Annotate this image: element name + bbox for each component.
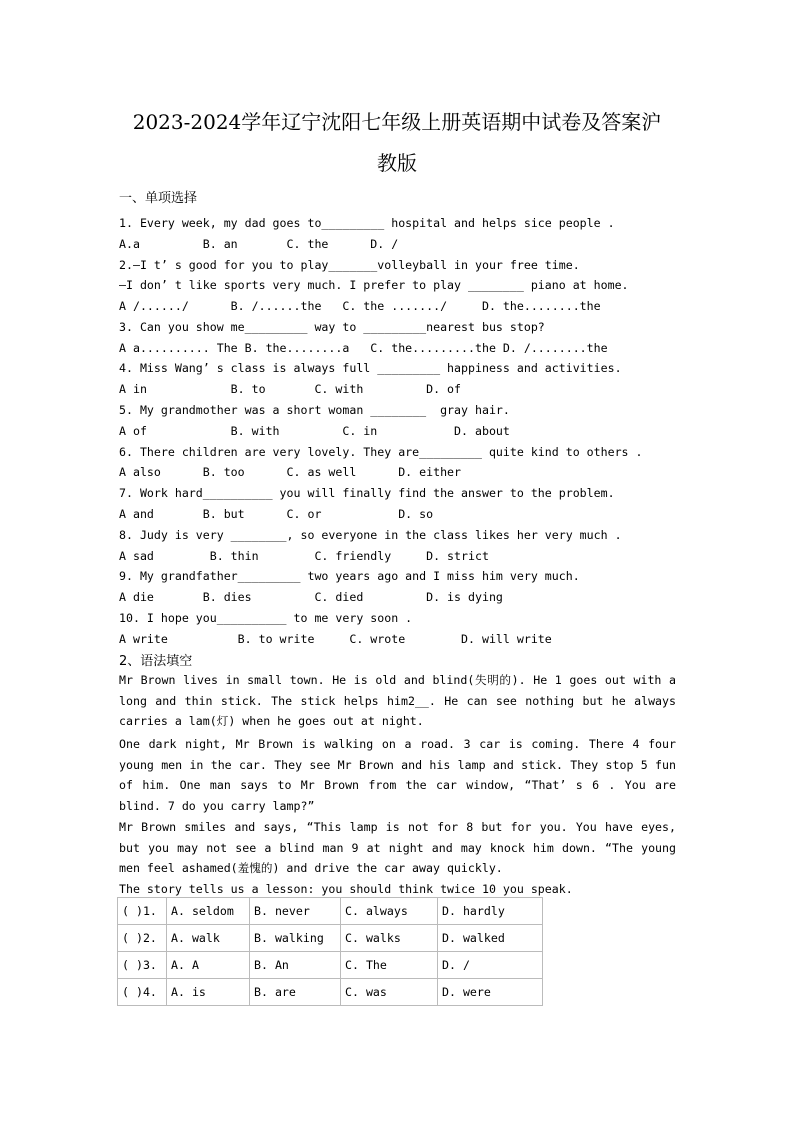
question-options: A in B. to C. with D. of xyxy=(119,382,462,396)
passage-paragraph: Mr Brown smiles and says, “This lamp is not for 8 but for you. You have eyes, but you may not see a blind man 9 at night and may knock him down. “The young men feel ashamed(羞愧的) and drive the car away quickly. xyxy=(119,820,676,875)
question-text: 3. Can you show me_________ way to _________nearest bus stop? xyxy=(119,320,545,334)
question-options: A a.......... The B. the........a C. the.........the D. /........the xyxy=(119,341,608,355)
question-options: A of B. with C. in D. about xyxy=(119,424,510,438)
question-text: 1. Every week, my dad goes to_________ hospital and helps sice people . xyxy=(119,216,615,230)
question-text: —I don’ t like sports very much. I prefer to play ________ piano at home. xyxy=(119,278,629,292)
question-text: 4. Miss Wang’ s class is always full _________ happiness and activities. xyxy=(119,361,622,375)
passage-paragraph: One dark night, Mr Brown is walking on a road. 3 car is coming. There 4 four young men in the car. They see Mr Brown and his lamp and stick. They stop 5 fun of him. One man says to Mr Brown from the car window, “That’ s 6 . You are blind. 7 do you carry lamp?” xyxy=(119,737,676,813)
table-row xyxy=(118,898,543,925)
option-cell: D. / xyxy=(438,952,543,979)
question-options: A /....../ B. /......the C. the ......./ D. the........the xyxy=(119,299,601,313)
question-options: A sad B. thin C. friendly D. strict xyxy=(119,549,489,563)
option-cell: B. never xyxy=(250,898,341,925)
table-row xyxy=(118,925,543,952)
answer-options-table xyxy=(117,897,543,1006)
option-cell: A. walk xyxy=(167,925,250,952)
question-text: 10. I hope you__________ to me very soon . xyxy=(119,611,413,625)
option-cell: B. An xyxy=(250,952,341,979)
question-options: A die B. dies C. died D. is dying xyxy=(119,590,503,604)
option-cell: C. The xyxy=(341,952,438,979)
option-cell: B. are xyxy=(250,979,341,1006)
question-text: 5. My grandmother was a short woman ________ gray hair. xyxy=(119,403,510,417)
table-row xyxy=(118,979,543,1006)
passage-paragraph: The story tells us a lesson: you should think twice 10 you speak. xyxy=(119,882,573,896)
question-options: A also B. too C. as well D. either xyxy=(119,465,462,479)
option-cell: A. seldom xyxy=(167,898,250,925)
section-heading-grammar-fill: 2、语法填空 xyxy=(119,654,193,669)
option-cell: C. was xyxy=(341,979,438,1006)
option-cell: B. walking xyxy=(250,925,341,952)
question-text: 8. Judy is very ________, so everyone in the class likes her very much . xyxy=(119,528,622,542)
question-number-cell: ( )4. xyxy=(118,979,167,1006)
question-text: 9. My grandfather_________ two years ago and I miss him very much. xyxy=(119,569,580,583)
question-number-cell: ( )1. xyxy=(118,898,167,925)
option-cell: C. walks xyxy=(341,925,438,952)
question-number-cell: ( )2. xyxy=(118,925,167,952)
page-title-line2: 教版 xyxy=(377,151,417,175)
question-options: A.a B. an C. the D. / xyxy=(119,237,399,251)
question-options: A and B. but C. or D. so xyxy=(119,507,434,521)
question-options: A write B. to write C. wrote D. will write xyxy=(119,632,552,646)
option-cell: C. always xyxy=(341,898,438,925)
option-cell: D. walked xyxy=(438,925,543,952)
section-heading-multiple-choice: 一、单项选择 xyxy=(119,191,198,206)
option-cell: D. were xyxy=(438,979,543,1006)
question-text: 7. Work hard__________ you will finally find the answer to the problem. xyxy=(119,486,615,500)
option-cell: A. is xyxy=(167,979,250,1006)
question-text: 6. There children are very lovely. They are_________ quite kind to others . xyxy=(119,445,643,459)
question-number-cell: ( )3. xyxy=(118,952,167,979)
passage-paragraph: Mr Brown lives in small town. He is old and blind(失明的). He 1 goes out with a long and thin stick. The stick helps him2__. He can see nothing but he always carries a lam(灯) when he goes out at night. xyxy=(119,673,676,728)
table-row xyxy=(118,952,543,979)
option-cell: D. hardly xyxy=(438,898,543,925)
option-cell: A. A xyxy=(167,952,250,979)
question-text: 2.—I t’ s good for you to play_______volleyball in your free time. xyxy=(119,258,580,272)
page-title-line1: 2023-2024学年辽宁沈阳七年级上册英语期中试卷及答案沪 xyxy=(132,110,662,134)
